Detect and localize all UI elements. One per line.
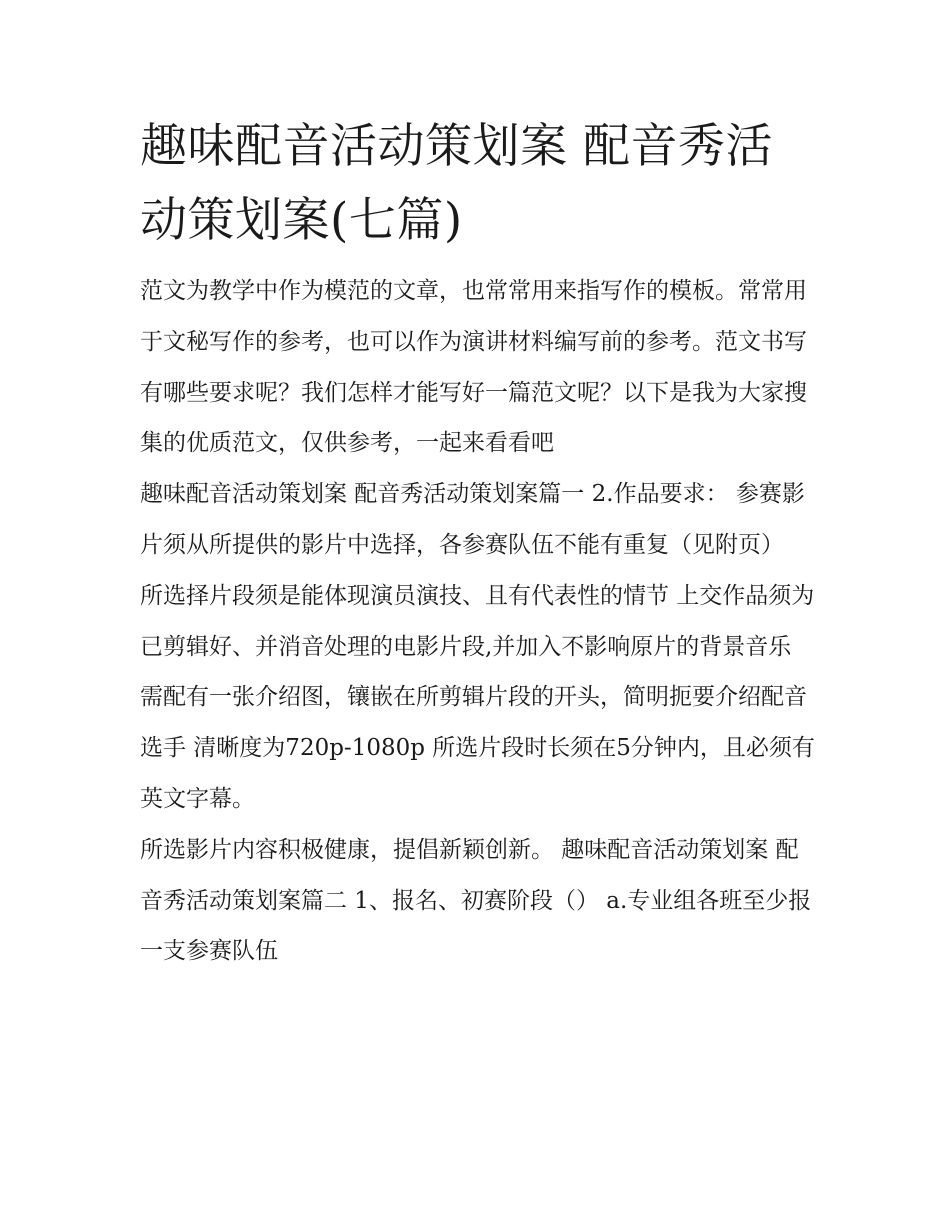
paragraph-intro-image: 需配有一张介绍图，镶嵌在所剪辑片段的开头，简明扼要介绍配音选手 清晰度为720p-1080p 所选片段时长须在5分钟内，且必须有英文字幕。 [140, 684, 815, 812]
paragraph-clip-requirements: 所选择片段须是能体现演员演技、且有代表性的情节 上交作品须为已剪辑好、并消音处理的电影片段,并加入不影响原片的背景音乐 [140, 582, 815, 660]
paragraph-section-two: 所选影片内容积极健康，提倡新颖创新。 趣味配音活动策划案 配音秀活动策划案篇二 1、报名、初赛阶段（） a.专业组各班至少报一支参赛队伍 [140, 836, 812, 965]
paragraph-intro: 范文为教学中作为模范的文章，也常常用来指写作的模板。常常用于文秘写作的参考，也可以作为演讲材料编写前的参考。范文书写有哪些要求呢？我们怎样才能写好一篇范文呢？以下是我为大家搜集的优质范文，仅供参考，一起来看看吧 [140, 278, 807, 457]
paragraph-section-one: 趣味配音活动策划案 配音秀活动策划案篇一 2.作品要求： 参赛影片须从所提供的影片中选择，各参赛队伍不能有重复（见附页） [140, 481, 805, 558]
document-title: 趣味配音活动策划案 配音秀活动策划案(七篇) [140, 119, 773, 248]
document-page [140, 110, 815, 977]
